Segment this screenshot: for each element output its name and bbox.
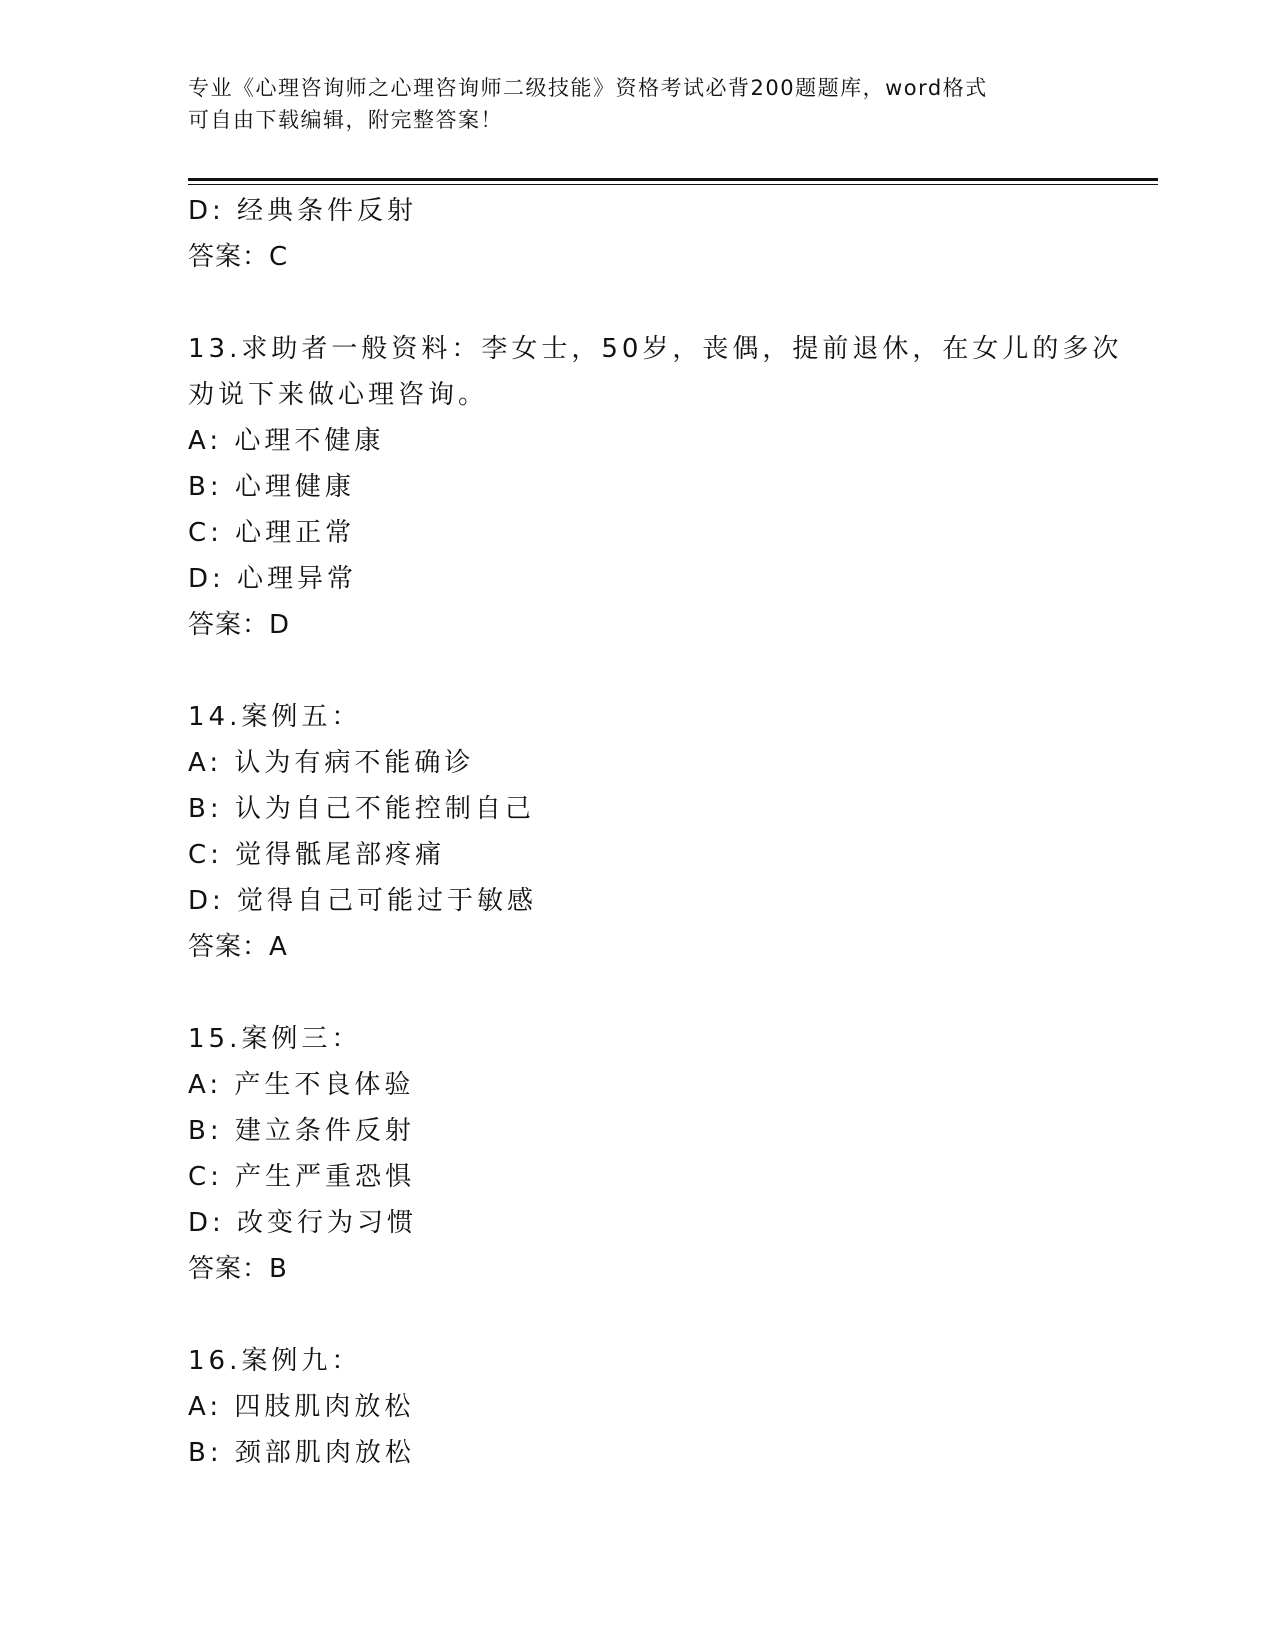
- header-line-2: 可自由下载编辑，附完整答案！: [188, 108, 503, 132]
- option-a: A: 认为有病不能确诊: [188, 748, 475, 778]
- question-13: [188, 326, 1128, 648]
- answer-line: 答案：A: [188, 932, 288, 962]
- option-b: B: 颈部肌肉放松: [188, 1438, 415, 1468]
- option-a: A: 四肢肌肉放松: [188, 1392, 415, 1422]
- answer-line: 答案：B: [188, 1254, 288, 1284]
- spacer: [188, 970, 1128, 1016]
- header-divider-thin: [188, 184, 1158, 185]
- document-header: [188, 72, 1088, 136]
- option-d: D: 觉得自己可能过于敏感: [188, 886, 538, 916]
- question-list: [188, 188, 1128, 1476]
- option-d: D: 经典条件反射: [188, 196, 418, 226]
- spacer: [188, 1292, 1128, 1338]
- option-d: D: 心理异常: [188, 564, 358, 594]
- option-a: A: 心理不健康: [188, 426, 385, 456]
- spacer: [188, 648, 1128, 694]
- question-16: [188, 1338, 1128, 1476]
- question-14: [188, 694, 1128, 970]
- option-d: D: 改变行为习惯: [188, 1208, 418, 1238]
- question-stem: 16.案例九：: [188, 1346, 362, 1376]
- question-stem: 13.求助者一般资料：李女士，50岁，丧偶，提前退休，在女儿的多次: [188, 334, 1123, 364]
- header-divider-thick: [188, 178, 1158, 181]
- spacer: [188, 280, 1128, 326]
- answer-line: 答案：D: [188, 610, 291, 640]
- option-b: B: 心理健康: [188, 472, 355, 502]
- answer-line: 答案：C: [188, 242, 289, 272]
- option-b: B: 建立条件反射: [188, 1116, 415, 1146]
- question-stem-continued: 劝说下来做心理咨询。: [188, 380, 489, 410]
- option-b: B: 认为自己不能控制自己: [188, 794, 535, 824]
- question-12-tail: [188, 188, 1128, 280]
- question-stem: 14.案例五：: [188, 702, 362, 732]
- option-c: C: 心理正常: [188, 518, 356, 548]
- question-stem: 15.案例三：: [188, 1024, 362, 1054]
- header-line-1: 专业《心理咨询师之心理咨询师二级技能》资格考试必背200题题库，word格式: [188, 76, 988, 100]
- option-c: C: 产生严重恐惧: [188, 1162, 416, 1192]
- option-a: A: 产生不良体验: [188, 1070, 415, 1100]
- question-15: [188, 1016, 1128, 1292]
- option-c: C: 觉得骶尾部疼痛: [188, 840, 446, 870]
